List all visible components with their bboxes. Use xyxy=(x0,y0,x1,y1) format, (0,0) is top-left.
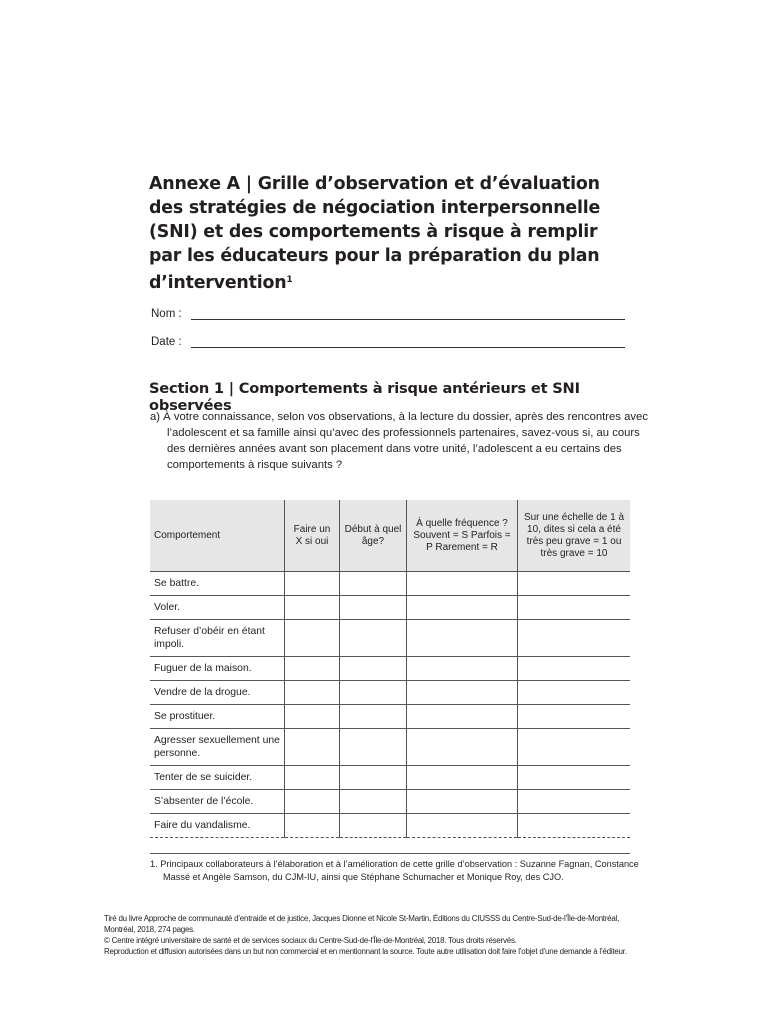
cell-frequency[interactable] xyxy=(407,766,518,790)
header-behavior: Comportement xyxy=(150,500,285,572)
cell-severity[interactable] xyxy=(518,620,631,657)
section-title: Section 1 | Comportements à risque antérieurs et SNI observées xyxy=(149,380,580,414)
behavior-label: Tenter de se suicider. xyxy=(150,766,285,790)
cell-mark[interactable] xyxy=(285,729,340,766)
behavior-label: Faire du vandalisme. xyxy=(150,814,285,838)
cell-age[interactable] xyxy=(340,681,407,705)
copyright-line: © Centre intégré universitaire de santé et de services sociaux du Centre-Sud-de-l’Île-de-Montréal, 2018. Tous droits réservés. xyxy=(104,936,517,945)
cell-frequency[interactable] xyxy=(407,620,518,657)
name-label: Nom : xyxy=(151,308,182,320)
cell-mark[interactable] xyxy=(285,572,340,596)
behavior-label: Fuguer de la maison. xyxy=(150,657,285,681)
behavior-label: Agresser sexuellement une personne. xyxy=(150,729,285,766)
cell-severity[interactable] xyxy=(518,705,631,729)
table-row xyxy=(150,681,630,705)
source-line: Tiré du livre Approche de communauté d’entraide et de justice, Jacques Dionne et Nicole St-Martin, Éditions du CIUSSS du Centre-Sud-de-l’Île-de-Montréal, xyxy=(104,914,620,923)
source-notice xyxy=(104,913,684,957)
cell-age[interactable] xyxy=(340,729,407,766)
table-row xyxy=(150,790,630,814)
question-text: a) À votre connaissance, selon vos observations, à la lecture du dossier, après des rencontres avec l’adolescent et sa famille ainsi qu’avec des professionnels partenaires, savez-vous si, au cours des dernières années avant son placement dans votre unité, l’adolescent a eu certains des comportements à risque suivants ? xyxy=(150,411,648,471)
cell-mark[interactable] xyxy=(285,790,340,814)
cell-age[interactable] xyxy=(340,657,407,681)
table-row xyxy=(150,620,630,657)
cell-frequency[interactable] xyxy=(407,705,518,729)
cell-mark[interactable] xyxy=(285,766,340,790)
behavior-label: Se prostituer. xyxy=(150,705,285,729)
table-row xyxy=(150,814,630,838)
header-severity: Sur une échelle de 1 à 10, dites si cela a été très peu grave = 1 ou très grave = 10 xyxy=(518,500,631,572)
cell-mark[interactable] xyxy=(285,705,340,729)
behavior-label: S’absenter de l’école. xyxy=(150,790,285,814)
header-mark: Faire un X si oui xyxy=(285,500,340,572)
cell-frequency[interactable] xyxy=(407,729,518,766)
behavior-label: Voler. xyxy=(150,596,285,620)
cell-severity[interactable] xyxy=(518,657,631,681)
name-line[interactable] xyxy=(191,307,625,320)
behavior-label: Vendre de la drogue. xyxy=(150,681,285,705)
footnote-divider xyxy=(150,853,630,854)
cell-severity[interactable] xyxy=(518,596,631,620)
cell-severity[interactable] xyxy=(518,790,631,814)
footnote-ref: 1 xyxy=(286,275,293,285)
cell-frequency[interactable] xyxy=(407,596,518,620)
behavior-label: Se battre. xyxy=(150,572,285,596)
cell-age[interactable] xyxy=(340,620,407,657)
table-header-row xyxy=(150,500,630,572)
cell-mark[interactable] xyxy=(285,620,340,657)
cell-severity[interactable] xyxy=(518,681,631,705)
page-title xyxy=(149,172,634,295)
cell-age[interactable] xyxy=(340,705,407,729)
date-field xyxy=(151,335,625,348)
cell-severity[interactable] xyxy=(518,729,631,766)
table-row xyxy=(150,596,630,620)
cell-frequency[interactable] xyxy=(407,814,518,838)
table-row xyxy=(150,572,630,596)
cell-mark[interactable] xyxy=(285,814,340,838)
cell-frequency[interactable] xyxy=(407,572,518,596)
table-row xyxy=(150,705,630,729)
date-label: Date : xyxy=(151,336,182,348)
source-line: Montréal, 2018, 274 pages. xyxy=(104,925,195,934)
cell-age[interactable] xyxy=(340,790,407,814)
cell-severity[interactable] xyxy=(518,572,631,596)
cell-severity[interactable] xyxy=(518,766,631,790)
cell-frequency[interactable] xyxy=(407,681,518,705)
cell-mark[interactable] xyxy=(285,596,340,620)
cell-severity[interactable] xyxy=(518,814,631,838)
header-frequency: À quelle fréquence ? Souvent = S Parfois = P Rarement = R xyxy=(407,500,518,572)
cell-mark[interactable] xyxy=(285,657,340,681)
behavior-label: Refuser d’obéir en étant impoli. xyxy=(150,620,285,657)
behavior-table xyxy=(150,500,630,838)
cell-mark[interactable] xyxy=(285,681,340,705)
cell-age[interactable] xyxy=(340,814,407,838)
cell-age[interactable] xyxy=(340,572,407,596)
table-row xyxy=(150,766,630,790)
footnote: 1. Principaux collaborateurs à l’élaboration et à l’amélioration de cette grille d’observation : Suzanne Fagnan, Constance Massé et Angèle Samson, du CJM-IU, ainsi que Stéphane Schumacher et Monique Roy, des CJO. xyxy=(150,859,639,882)
title-text: Annexe A | Grille d’observation et d’évaluation des stratégies de négociation interpersonnelle (SNI) et des comportements à risque à remplir par les éducateurs pour la préparation du plan d’intervention xyxy=(149,174,601,293)
date-line[interactable] xyxy=(191,335,625,348)
table-row xyxy=(150,657,630,681)
header-age: Début à quel âge? xyxy=(340,500,407,572)
cell-frequency[interactable] xyxy=(407,790,518,814)
table-row xyxy=(150,729,630,766)
cell-age[interactable] xyxy=(340,766,407,790)
reproduction-line: Reproduction et diffusion autorisées dans un but non commercial et en mentionnant la source. Toute autre utilisation doit faire l’objet d’une demande à l’éditeur. xyxy=(104,947,627,956)
cell-age[interactable] xyxy=(340,596,407,620)
name-field xyxy=(151,307,625,320)
cell-frequency[interactable] xyxy=(407,657,518,681)
